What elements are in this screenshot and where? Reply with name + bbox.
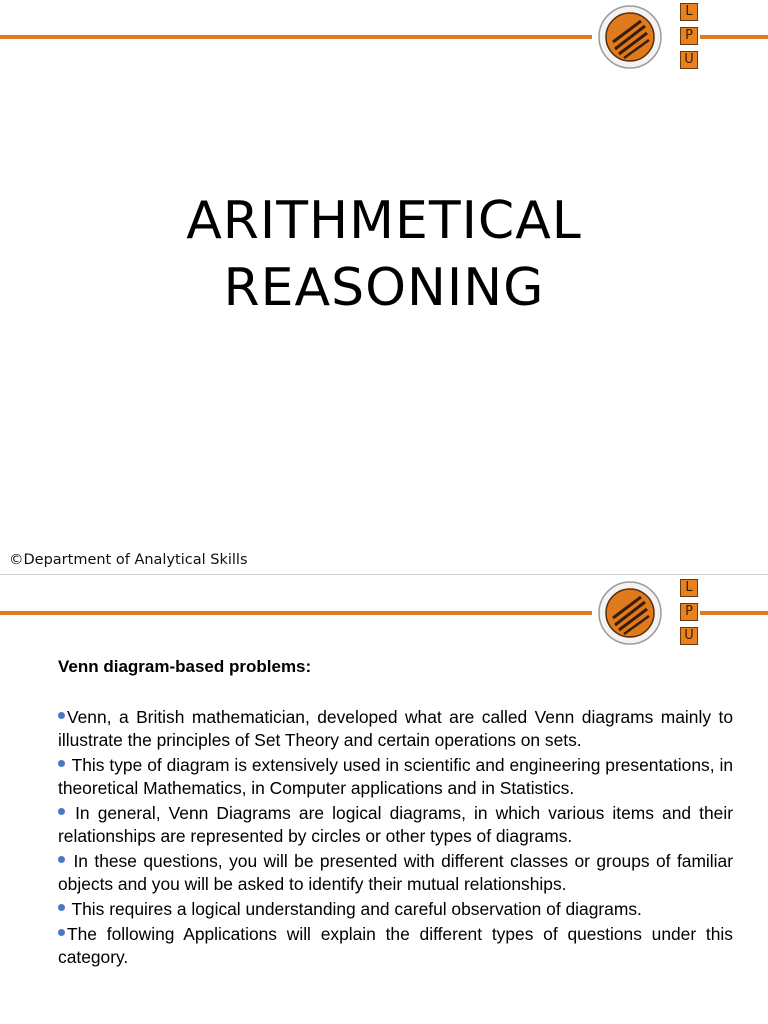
bullet-dot-icon (58, 760, 65, 767)
list-item (58, 898, 733, 921)
bullet-text: This type of diagram is extensively used in scientific and engineering presentations, in theoretical Mathematics, in Computer applications and in Statistics. (58, 755, 733, 798)
bullet-text: Venn, a British mathematician, developed what are called Venn diagrams mainly to illustrate the principles of Set Theory and certain operations on sets. (58, 707, 733, 750)
list-item (58, 802, 733, 848)
list-item (58, 923, 733, 969)
university-seal-icon (597, 4, 663, 70)
logo-letter-p: P (680, 27, 698, 45)
bullet-dot-icon (58, 808, 65, 815)
logo-letter-u: U (680, 51, 698, 69)
header-rule-right (700, 611, 768, 615)
bullet-dot-icon (58, 712, 65, 719)
header-rule-left (0, 35, 592, 39)
header-rule-left (0, 611, 592, 615)
bullet-dot-icon (58, 856, 65, 863)
logo-letter-p: P (680, 603, 698, 621)
bullet-text: In general, Venn Diagrams are logical diagrams, in which various items and their relationships are represented by circles or other types of diagrams. (58, 803, 733, 846)
slide-title (0, 188, 768, 322)
list-item (58, 754, 733, 800)
logo-letter-u: U (680, 627, 698, 645)
university-seal-icon (597, 580, 663, 646)
bullet-text: This requires a logical understanding and careful observation of diagrams. (67, 899, 642, 919)
bullet-list (58, 706, 733, 971)
title-line-2: REASONING (223, 258, 545, 318)
bullet-dot-icon (58, 904, 65, 911)
footer-copyright: ©Department of Analytical Skills (9, 552, 248, 568)
bullet-text: The following Applications will explain the different types of questions under this category. (58, 924, 733, 967)
content-slide (0, 575, 768, 1024)
list-item (58, 706, 733, 752)
title-line-1: ARITHMETICAL (186, 191, 582, 251)
section-heading: Venn diagram-based problems: (58, 657, 312, 676)
bullet-text: In these questions, you will be presented with different classes or groups of familiar objects and you will be asked to identify their mutual relationships. (58, 851, 733, 894)
logo-letter-l: L (680, 579, 698, 597)
bullet-dot-icon (58, 929, 65, 936)
logo-letter-l: L (680, 3, 698, 21)
header-rule-right (700, 35, 768, 39)
list-item (58, 850, 733, 896)
